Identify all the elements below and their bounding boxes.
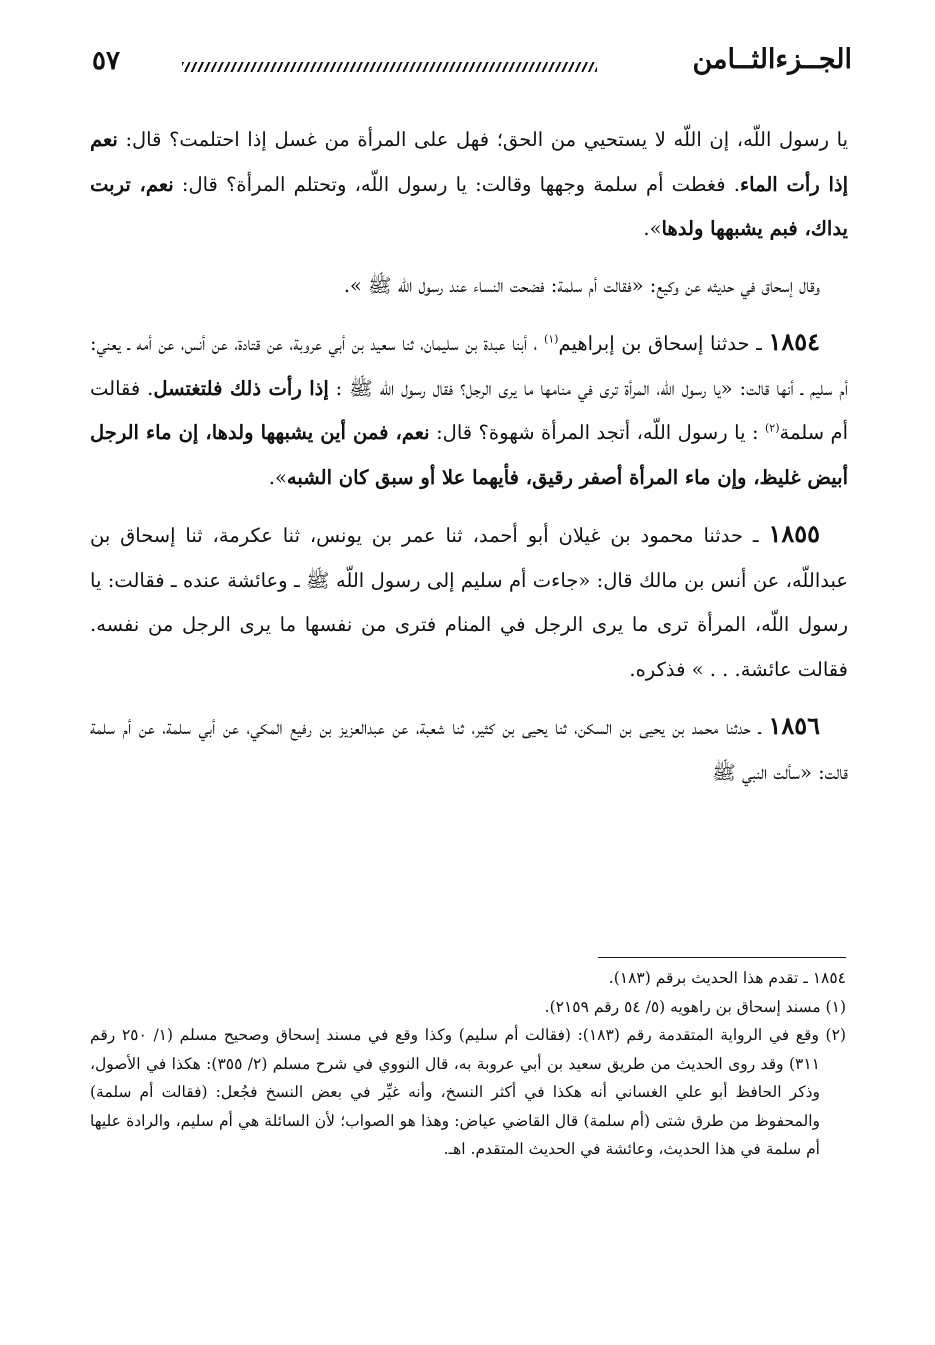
text-segment: ـ حدثنا إسحاق بن إبراهيم <box>558 332 769 355</box>
text-segment: . فقالت أم سلمة <box>90 376 848 444</box>
hadith-number: ١٨٥٥ <box>768 519 820 548</box>
footnote-separator <box>598 957 846 958</box>
running-title: الجــزءالثــامن <box>692 44 852 75</box>
paragraph-p2 <box>90 264 848 309</box>
footnote-marker: (١) <box>543 332 559 346</box>
page-header <box>92 42 852 90</box>
text-segment: . فغطت أم سلمة وجهها وقالت: يا رسول اللّه، وتحتلم المرأة؟ قال: <box>173 172 740 196</box>
text-segment: يا رسول اللّه، إن اللّه لا يستحيي من الحق؛ فهل على المرأة من غسل إذا احتلمت؟ قال: <box>117 128 848 151</box>
text-segment: ، أبنا عبدة بن سليمان، ثنا سعيد بن أبي عروبة، عن قتادة، عن أنس، عن أمه ـ يعني: أم سليم ـ أنها قالت: «يا رسول اللّه، المرأة ترى في منامها ما يرى الرجل؟ فقال رسول اللّه ﷺ : <box>90 332 848 400</box>
main-text <box>90 118 848 807</box>
footnote-f0: ١٨٥٤ ـ تقدم هذا الحديث برقم (١٨٣). <box>608 969 846 987</box>
bold-text-segment: نعم إذا رأت الماء <box>90 128 849 196</box>
hadith-number: ١٨٥٦ <box>768 711 820 740</box>
text-segment: : يا رسول اللّه، أتجد المرأة شهوة؟ قال: <box>429 421 765 444</box>
bold-text-segment: نعم، تربت يداك، فبم يشبهها ولدها <box>90 172 848 240</box>
text-segment: ». <box>268 465 287 489</box>
text-segment: ـ حدثنا محمود بن غيلان أبو أحمد، ثنا عمر بن يونس، ثنا عكرمة، ثنا إسحاق بن عبداللّه، عن أنس بن مالك قال: «جاءت أم سليم إلى رسول اللّه ﷺ ـ وعائشة عنده ـ فقالت: يا رسول اللّه، المرأة ترى ما يرى الرجل في المنام فترى من نفسها ما يرى الرجل من نفسه. فقالت عائشة. . . » فذكره. <box>90 524 848 681</box>
paragraph-p1 <box>90 118 848 252</box>
footnotes <box>90 964 846 1164</box>
text-segment: وقال إسحاق في حديثه عن وكيع: «فقالت أم سلمة: فضحت النساء عند رسول اللّه ﷺ ». <box>343 273 820 297</box>
hadith-number: ١٨٥٤ <box>768 327 821 356</box>
paragraph-p3 <box>90 320 848 500</box>
footnote-marker: (٢) <box>765 421 780 435</box>
page-number: ٥٧ <box>92 46 120 76</box>
footnote-f2: (٢) وقع في الرواية المتقدمة رقم (١٨٣): (فقالت أم سليم) وكذا وقع في مسند إسحاق وصحيح مسلم (١/ ٢٥٠ رقم ٣١١) وقد روى الحديث من طريق سعيد بن أبي عروبة به، قال النووي في شرح مسلم (٢/ ٣٥٥): هكذا في الأصول، وذكر الحافظ أبو علي الغساني أنه هكذا في أكثر النسخ، وأنه غيِّر في بعض النسخ فجُعل: (فقالت أم سلمة) والمحفوظ من طرق شتى (أم سلمة) قال القاضي عياض: وهذا هو الصواب؛ لأن السائلة هي أم سليم، والرادة عليها أم سلمة في هذا الحديث، وعائشة في الحديث المتقدم. اهـ. <box>90 1026 846 1158</box>
bold-text-segment: إذا رأت ذلك فلتغتسل <box>153 376 329 400</box>
bold-text-segment: نعم، فمن أين يشبهها ولدها، إن ماء الرجل أبيض غليظ، وإن ماء المرأة أصفر رقيق، فأيهما علا أو سبق كان الشبه <box>90 421 848 489</box>
paragraph-p4 <box>90 512 848 692</box>
paragraph-p5 <box>90 704 848 795</box>
text-segment: ـ حدثنا محمد بن يحيى بن السكن، ثنا يحيى بن كثير، ثنا شعبة، عن عبدالعزيز بن رفيع المكي، عن أبي سلمة، عن أم سلمة قالت: «سألت النبي ﷺ <box>90 716 848 784</box>
footnote-f1: (١) مسند إسحاق بن راهويه (٥/ ٥٤ رقم ٢١٥٩). <box>544 997 846 1016</box>
text-segment: ». <box>643 217 662 240</box>
header-ornamental-rule <box>182 62 597 72</box>
